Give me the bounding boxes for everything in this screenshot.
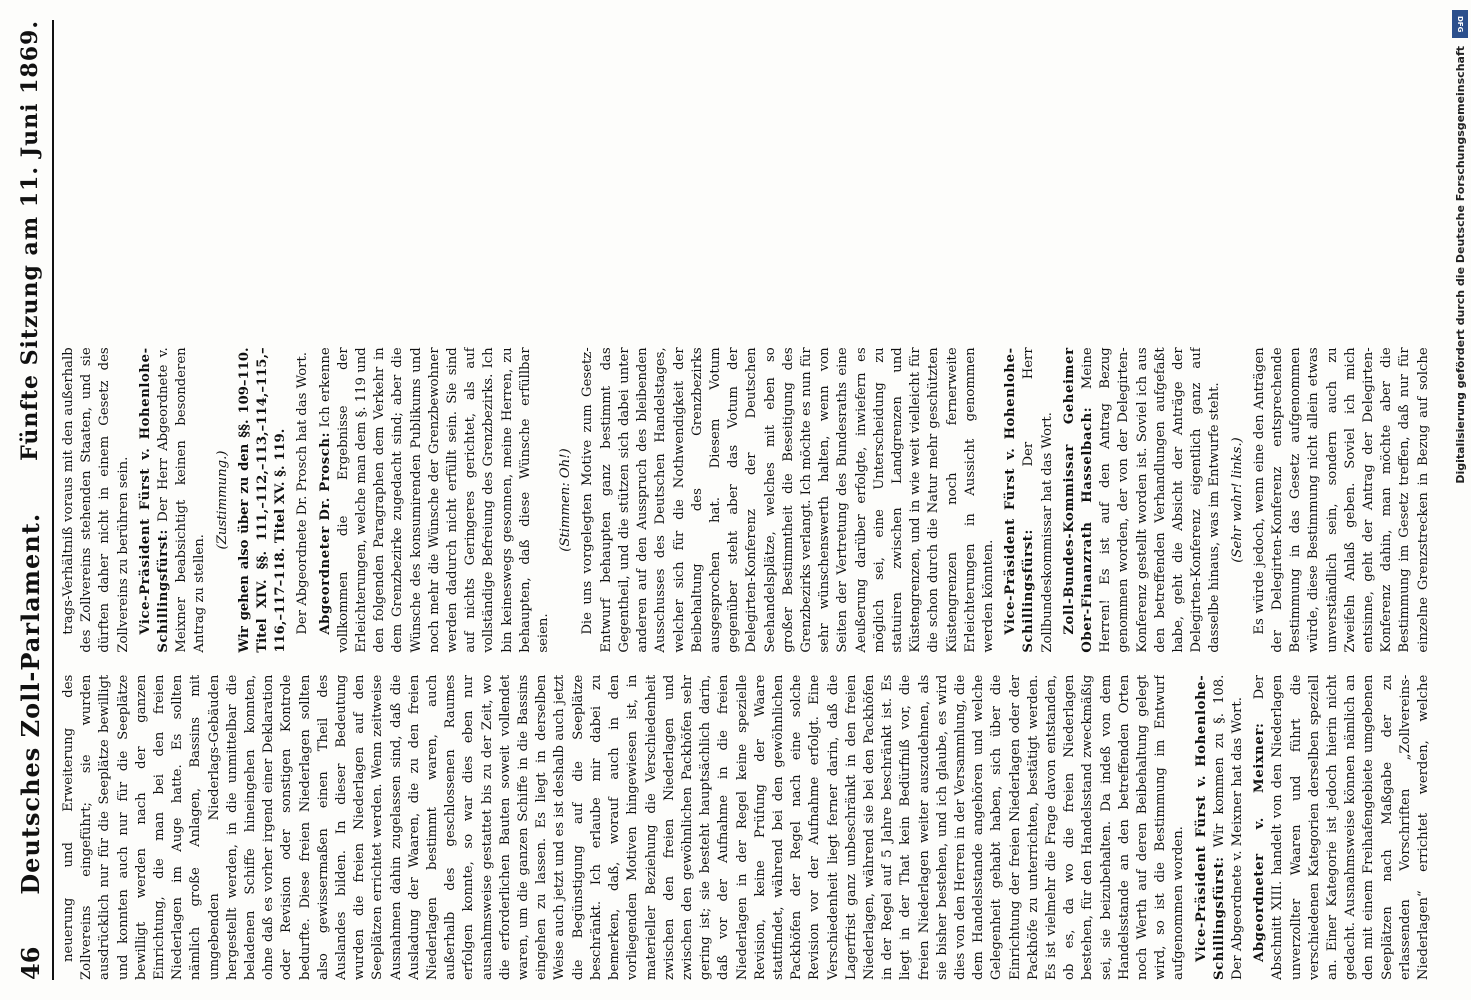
speaker-name: Zoll-Bundes-Kommissar Geheimer Ober-Finanzrath Hasselbach: xyxy=(1061,347,1095,653)
speech-text: Wir kommen zu §. 108. Der Abgeordnete v. Meixner hat das Wort. xyxy=(1211,674,1245,980)
speech-text: Meine Herren! Es ist auf den Antrag Bezug genommen worden, der von der Delegirten-Konferenz gestellt worden ist. Soviel ich aus den betreffenden Verhandlungen aufgefaßt habe, geht die Absicht der Anträge der Delegirten-Konferenz eigentlich ganz auf dasselbe hinaus, was im Entwurfe steht. xyxy=(1079,347,1223,653)
speaker-name: Abgeordneter v. Meixner: xyxy=(1252,722,1268,962)
speaker-name: Vice-Präsident Fürst v. Hohenlohe-Schillingsfürst: xyxy=(137,347,172,653)
session-title: Fünfte Sitzung am 11. Juni 1869. xyxy=(17,20,43,461)
digitization-text: Digitalisierung gefördert durch die Deutsche Forschungsgemeinschaft xyxy=(1453,46,1467,484)
section-reference: Wir gehen also über zu den §§. 109–110. Titel XIV. §§. 111,–112,–113,–114,–115,–116,–117–118. Titel XV. §. 119. xyxy=(236,347,289,653)
interjection: (Zustimmung.) xyxy=(214,450,230,550)
speech-paragraph xyxy=(1251,675,1432,980)
text-columns xyxy=(60,20,1432,980)
page-number: 46 xyxy=(15,946,45,980)
speech-text: Der Abschnitt XIII. handelt von den Niederlagen unverzollter Waaren und führt die verschiedenen Kategorien derselben speziell an. Einer Kategorie ist jedoch hierin nicht gedacht. Ausnahmsweise können nämlich an den mit einem Freihafengebiete umgebenen Seeplätzen nach Maßgabe der zu erlassenden Vorschriften „Zollvereins-Niederlagen“ errichtet werden, welche xyxy=(1252,674,1432,980)
column-middle xyxy=(60,347,1432,652)
digitization-note xyxy=(1449,0,1471,1000)
speaker-name: Vice-Präsident Fürst v. Hohenlohe-Schillingsfürst: xyxy=(1003,347,1037,653)
speaker-name: Abgeordneter Dr. Prosch: xyxy=(317,431,333,635)
body-paragraph: neuerung und Erweiterung des Zollvereins eingeführt; sie wurden ausdrücklich nur für die Seeplätze bewilligt und konnten auch nur für die Seeplätze bewilligt werden nach der ganzen Einrichtung, die man bei den freien Niederlagen im Auge hatte. Es sollten nämlich große Anlagen, Bassins mit umgebenden Niederlags-Gebäuden hergestellt werden, in die unmittelbar die beladenen Schiffe hineingehen konnten, ohne daß es vorher irgend einer Deklaration oder Revision oder sonstigen Kontrole bedurfte. Diese freien Niederlagen sollten also gewissermaßen einen Theil des Auslandes bilden. In dieser Bedeutung wurden die freien Niederlagen auf den Seeplätzen errichtet werden. Wenn zeitweise Ausnahmen dahin zugelassen sind, daß die Ausladung der Waaren, die zu den freien Niederlagen bestimmt waren, auch außerhalb des geschlossenen Raumes erfolgen konnte, so war dies eben nur ausnahmsweise gestattet bis zu der Zeit, wo die erforderlichen Bauten soweit vollendet waren, um die ganzen Schiffe in die Bassins eingehen zu lassen. Es liegt in derselben Weise auch jetzt und es ist deshalb auch jetzt die Begünstigung auf die Seeplätze beschränkt. Ich erlaube mir dabei zu bemerken, daß, worauf auch in den vorliegenden Motiven hingewiesen ist, in materieller Beziehung die Verschiedenheit zwischen den freien Niederlagen und zwischen den gewöhnlichen Packhöfen sehr gering ist; sie besteht hauptsächlich darin, daß vor der Aufnahme in die freien Niederlagen in der Regel keine spezielle Revision, keine Prüfung der Waare stattfindet, während bei den gewöhnlichen Packhöfen der Regel nach eine solche Revision vor der Aufnahme erfolgt. Eine Verschiedenheit liegt ferner darin, daß die Lagerfrist ganz unbeschränkt in den freien Niederlagen, während sie bei den Packhöfen in der Regel auf 5 Jahre beschränkt ist. Es liegt in der That kein Bedürfniß vor, die freien Niederlagen weiter auszudehnen, als sie bisher bestehen, und ich glaube, es wird dies von den Herren in der Versammlung, die dem Handelsstande angehören und welche Gelegenheit gehabt haben, sich über die Einrichtung der freien Niederlagen oder der Packhöfe zu unterrichten, bestätigt werden. Es ist vielmehr die Frage davon entstanden, ob es, da wo die freien Niederlagen bestehen, für den Handelsstand zweckmäßig sei, sie beizubehalten. Da indeß von dem Handelsstande an den betreffenden Orten noch Werth auf deren Beibehaltung gelegt wird, so ist die Bestimmung im Entwurf aufgenommen worden. xyxy=(61,674,1187,980)
body-paragraph: Der Abgeordnete Dr. Prosch hat das Wort. xyxy=(295,352,311,635)
body-paragraph: Es würde jedoch, wenn eine den Anträgen der Delegirten-Konferenz entsprechende Bestimmung in das Gesetz aufgenommen würde, diese Bestimmung nicht allein etwas unverständlich sein, sondern auch zu Zweifeln Anlaß geben. Soviel ich mich entsinne, geht der Antrag der Delegirten-Konferenz dahin, man möchte aber die Bestimmung im Gesetz treffen, daß nur für einzelne Grenzstrecken in Bezug auf solche xyxy=(1251,347,1431,653)
body-paragraph: Die uns vorgelegten Motive zum Gesetz-Entwurf behaupten ganz bestimmt das Gegentheil, und die stützen sich dabei unter anderen auf den Ausspruch des bleibenden Ausschusses des Deutschen Handelstages, welcher sich für die Nothwendigkeit der Beibehaltung des Grenzbezirks ausgesprochen hat. Diesem Votum gegenüber steht aber das Votum der Delegirten-Konferenz der Deutschen Seehandelsplätze, welches mit eben so großer Bestimmtheit die Beseitigung des Grenzbezirks verlangt. Ich möchte es nun für sehr wünschenswerth halten, wenn von Seiten der Vertretung des Bundesraths eine Aeußerung darüber erfolgte, inwiefern es möglich sei, eine Unterscheidung zu statuiren zwischen Landgrenzen und Küstengrenzen, und in wie weit vielleicht für die schon durch die Natur mehr geschützten Küstengrenzen noch fernerweite Erleichterungen in Aussicht genommen werden könnten. xyxy=(580,347,996,653)
page-header xyxy=(8,20,54,980)
speech-paragraph xyxy=(317,347,554,652)
column-left xyxy=(60,675,1432,980)
dfg-logo-icon: DFG xyxy=(1452,10,1468,38)
speaker-name: Vice-Präsident Fürst v. Hohenlohe-Schillingsfürst: xyxy=(1193,674,1227,980)
speech-text: Ich erkenne vollkommen die Ergebnisse der Erleichterungen, welche man dem §. 119 und den folgenden Paragraphen dem Verkehr in dem Grenzbezirke zugedacht sind; aber die Wünsche des konsumirenden Publikums und noch mehr die Wünsche der Grenzbewohner werden dadurch nicht erfüllt sein. Sie sind auf nichts Geringeres gerichtet, als auf vollständige Befreiung des Grenzbezirks. Ich bin keineswegs gesonnen, meine Herren, zu behaupten, daß diese Wünsche erfüllbar seien. xyxy=(317,347,552,653)
speech-text: Der Herr Zollbundeskommissar hat das Wort. xyxy=(1021,347,1055,653)
body-paragraph: trags-Verhältniß voraus mit den außerhalb des Zollvereins stehenden Staaten, und sie dürften daher nicht in einem Gesetz des Zollvereins zu berühren sein. xyxy=(61,347,131,653)
running-title: Deutsches Zoll-Parlament. xyxy=(15,512,45,895)
speech-paragraph xyxy=(137,347,210,652)
interjection: (Sehr wahr! links.) xyxy=(1229,437,1245,563)
column-right xyxy=(60,20,1432,325)
speech-paragraph xyxy=(1061,347,1225,652)
speech-text: Der Herr Abgeordnete v. Meixner beabsichtigt keinen besonderen Antrag zu stellen. xyxy=(156,347,208,653)
speech-paragraph xyxy=(1193,675,1248,980)
speech-paragraph xyxy=(1002,347,1057,652)
interjection: (Stimmen: Oh!) xyxy=(558,448,574,552)
